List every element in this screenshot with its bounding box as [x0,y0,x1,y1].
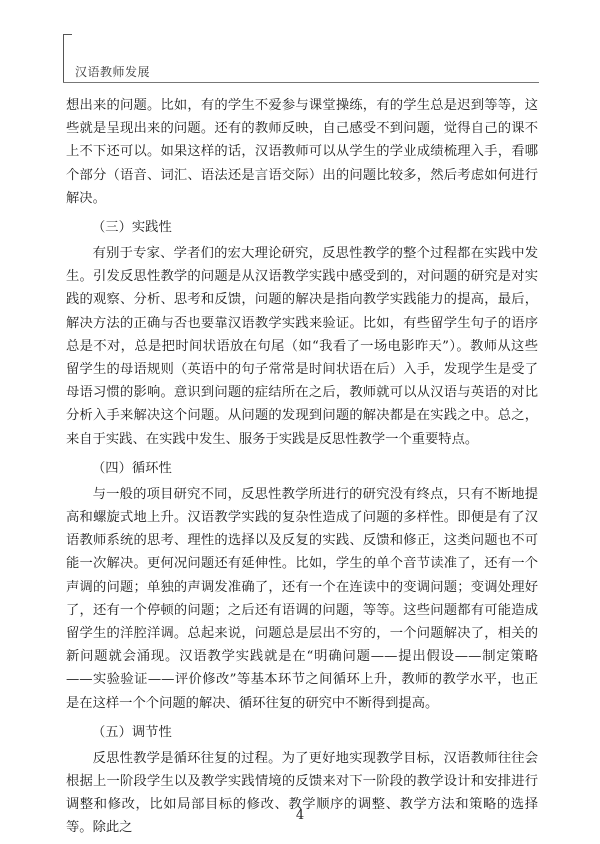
section-heading-adjustability: （五）调节性 [92,724,172,740]
paragraph-practicality: 有别于专家、学者们的宏大理论研究，反思性教学的整个过程都在实践中发生。引发反思性教学的问题是从汉语教学实践中感受到的，对问题的研究是对实践的观察、分析、思考和反馈，问题的解决是指向教学实践能力的提高，最后，解决方法的正确与否也要靠汉语教学实践来验证。比如，有些留学生句子的语序总是不对，总是把时间状语放在句尾（如“我看了一场电影昨天”）。教师从这些留学生的母语规则（英语中的句子常常是时间状语在后）入手，发现学生是受了母语习惯的影响。意识到问题的症结所在之后，教师就可以从汉语与英语的对比分析入手来解决这个问题。从问题的发现到问题的解决都是在实践之中。总之，来自于实践、在实践中发生、服务于实践是反思性教学一个重要特点。 [66,246,538,447]
page-number: 4 [295,808,305,823]
paragraph-cyclicity: 与一般的项目研究不同，反思性教学所进行的研究没有终点，只有不断地提高和螺旋式地上升。汉语教学实践的复杂性造成了问题的多样性。即便是有了汉语教师系统的思考、理性的选择以及反复的实践、反馈和修正，这类问题也不可能一次解决。更何况问题还有延伸性。比如，学生的单个音节读准了，还有一个声调的问题；单独的声调发准确了，还有一个在连读中的变调问题；变调处理好了，还有一个停顿的问题；之后还有语调的问题，等等。这些问题都有可能造成留学生的洋腔洋调。总起来说，问题总是层出不穷的，一个问题解决了，相关的新问题就会涌现。汉语教学实践就是在“明确问题——提出假设——制定策略——实验验证——评价修改”等基本环节之间循环上升，教师的教学水平，也正是在这样一个个问题的解决、循环往复的研究中不断得到提高。 [66,486,538,711]
page-body [66,94,538,840]
paragraph-continued: 想出来的问题。比如，有的学生不爱参与课堂操练，有的学生总是迟到等等，这些就是呈现出来的问题。还有的教师反映，自己感受不到问题，觉得自己的课不上不下还可以。如果这样的话，汉语教师可以从学生的学业成绩梳理入手，看哪个部分（语音、词汇、语法还是言语交际）出的问题比较多，然后考虑如何进行解决。 [66,98,538,206]
header-rule [63,82,539,83]
running-header: 汉语教师发展 [75,65,151,79]
header-bracket [63,34,72,83]
section-heading-practicality: （三）实践性 [92,220,172,236]
section-heading-cyclicity: （四）循环性 [92,460,172,476]
paragraph-adjustability: 反思性教学是循环往复的过程。为了更好地实现教学目标，汉语教师往往会根据上一阶段学生以及教学实践情境的反馈来对下一阶段的教学设计和安排进行调整和修改，比如局部目标的修改、教学顺序的调整、教学方法和策略的选择等。除此之 [66,750,538,836]
